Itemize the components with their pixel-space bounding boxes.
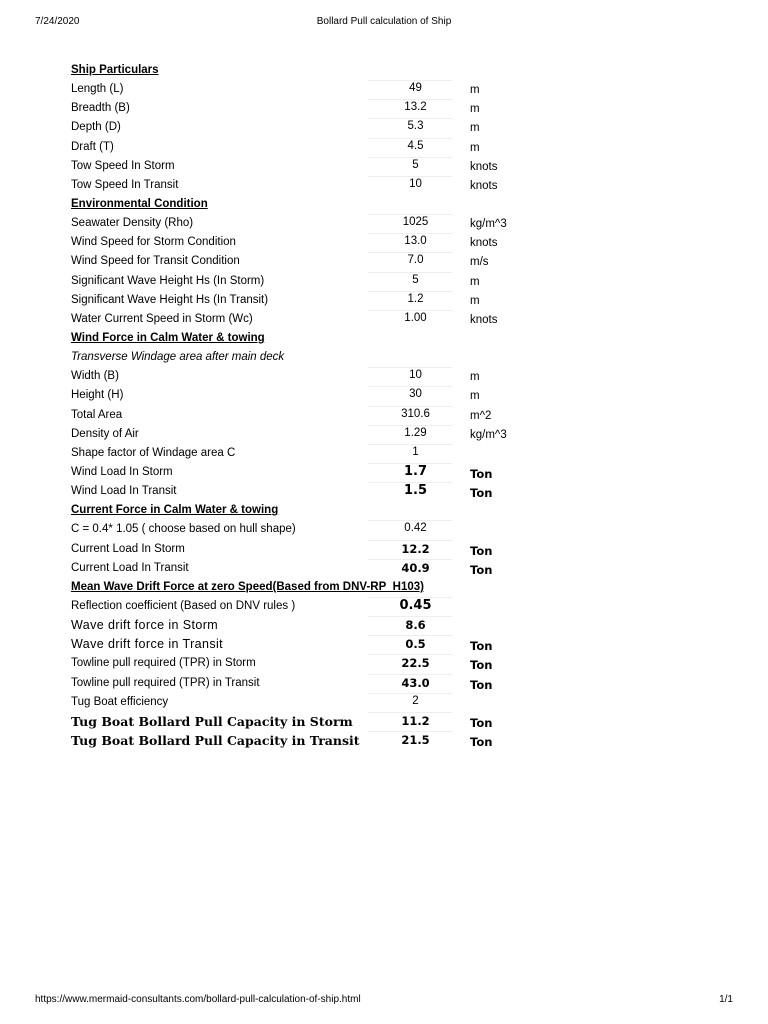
row-unit: knots: [470, 237, 498, 250]
row-label: Wind Speed for Storm Condition: [71, 236, 236, 249]
row-value: 13.2: [404, 101, 427, 114]
row-value: 13.0: [404, 235, 427, 248]
row-unit: m: [470, 371, 480, 384]
row-label: Tug Boat Bollard Pull Capacity in Transit: [71, 732, 360, 748]
table-row: [0, 406, 768, 425]
row-label: C = 0.4* 1.05 ( choose based on hull shape): [71, 523, 296, 536]
section-heading: [0, 61, 768, 80]
row-label: Tow Speed In Storm: [71, 159, 175, 172]
table-row: [0, 233, 768, 252]
row-value: 21.5: [401, 732, 430, 747]
row-unit: m: [470, 122, 480, 135]
row-value: 1025: [402, 216, 429, 229]
row-value: 49: [409, 82, 422, 95]
row-unit: m: [470, 275, 480, 288]
table-row: [0, 118, 768, 137]
row-value: 0.45: [399, 597, 432, 613]
row-unit: Ton: [470, 562, 493, 577]
table-row: [0, 252, 768, 271]
section-heading: [0, 329, 768, 348]
row-value: 40.9: [401, 560, 430, 575]
section-heading: [0, 578, 768, 597]
row-unit: Ton: [470, 639, 493, 654]
row-unit: Ton: [470, 543, 493, 558]
row-unit: knots: [470, 313, 498, 326]
row-value: 7.0: [407, 254, 424, 267]
table-row: [0, 482, 768, 501]
table-row: [0, 693, 768, 712]
print-title: Bollard Pull calculation of Ship: [316, 16, 452, 27]
row-unit: m: [470, 84, 480, 97]
row-value: 12.2: [401, 541, 430, 556]
row-unit: Ton: [470, 486, 493, 501]
row-unit: kg/m^3: [470, 218, 507, 231]
row-value: 0.42: [404, 522, 427, 535]
row-value: 22.5: [401, 656, 430, 671]
row-value: 1.7: [403, 463, 428, 479]
row-label: Shape factor of Windage area C: [71, 446, 236, 459]
row-unit: Ton: [470, 677, 493, 692]
table-row: [0, 654, 768, 673]
table-row: [0, 540, 768, 559]
calculation-sheet: [0, 61, 768, 750]
table-row: [0, 367, 768, 386]
table-row: [0, 176, 768, 195]
row-unit: m/s: [470, 256, 489, 269]
table-row: [0, 291, 768, 310]
row-label: Tug Boat Bollard Pull Capacity in Storm: [71, 713, 353, 729]
row-label: Reflection coefficient (Based on DNV rules ): [71, 599, 296, 612]
table-row: [0, 138, 768, 157]
row-label: Length (L): [71, 83, 124, 96]
row-label: Wind Load In Transit: [71, 485, 177, 498]
print-footer: [35, 994, 733, 1008]
row-label: Water Current Speed in Storm (Wc): [71, 312, 253, 325]
row-unit: kg/m^3: [470, 428, 507, 441]
row-value: 2: [412, 694, 419, 707]
row-value: 5: [412, 273, 419, 286]
row-label: Total Area: [71, 408, 123, 421]
row-unit: m^2: [470, 409, 492, 422]
row-label: Wind Force in Calm Water & towing: [71, 331, 265, 344]
row-label: Environmental Condition: [71, 197, 208, 210]
row-value: 5.3: [407, 120, 424, 133]
row-label: Current Force in Calm Water & towing: [71, 504, 279, 517]
table-row: [0, 386, 768, 405]
row-label: Current Load In Transit: [71, 561, 189, 574]
row-unit: Ton: [470, 734, 493, 749]
row-label: Ship Particulars: [71, 64, 159, 76]
page-url: https://www.mermaid-consultants.com/bollard-pull-calculation-of-ship.html: [35, 994, 361, 1005]
row-value: 1: [412, 445, 419, 458]
row-label: Wind Speed for Transit Condition: [71, 255, 240, 268]
table-row: [0, 597, 768, 616]
row-value: 1.2: [407, 292, 424, 305]
row-label: Wind Load In Storm: [71, 465, 173, 478]
row-label: Tow Speed In Transit: [71, 178, 179, 191]
row-unit: m: [470, 141, 480, 154]
row-label: Seawater Density (Rho): [71, 217, 194, 230]
row-unit: m: [470, 390, 480, 403]
row-label: Depth (D): [71, 121, 121, 134]
row-unit: knots: [470, 179, 498, 192]
row-label: Current Load In Storm: [71, 542, 185, 555]
row-value: 30: [409, 388, 422, 401]
table-row: [0, 80, 768, 99]
table-row: [0, 310, 768, 329]
row-label: Wave drift force in Transit: [71, 637, 224, 652]
page-number: 1/1: [719, 994, 733, 1005]
row-unit: Ton: [470, 715, 493, 730]
row-label: Towline pull required (TPR) in Storm: [71, 657, 256, 670]
table-row: [0, 731, 768, 750]
row-label: Significant Wave Height Hs (In Storm): [71, 274, 265, 287]
row-value: 1.29: [404, 426, 427, 439]
row-value: 310.6: [401, 407, 430, 420]
row-label: Tug Boat efficiency: [71, 695, 169, 708]
table-row: [0, 616, 768, 635]
table-row: [0, 635, 768, 654]
row-label: Height (H): [71, 389, 124, 402]
print-header: [35, 16, 733, 30]
section-heading: [0, 195, 768, 214]
row-value: 5: [412, 158, 419, 171]
row-value: 4.5: [407, 139, 424, 152]
table-row: [0, 559, 768, 578]
row-label: Density of Air: [71, 427, 139, 440]
table-row: [0, 157, 768, 176]
table-row: [0, 99, 768, 118]
table-row: [0, 214, 768, 233]
table-row: [0, 425, 768, 444]
table-row: [0, 444, 768, 463]
table-row: [0, 348, 768, 367]
table-row: [0, 674, 768, 693]
row-label: Breadth (B): [71, 102, 130, 115]
section-heading: [0, 501, 768, 520]
row-unit: m: [470, 103, 480, 116]
table-row: [0, 463, 768, 482]
row-unit: Ton: [470, 658, 493, 673]
row-label: Transverse Windage area after main deck: [71, 351, 285, 364]
row-value: 43.0: [401, 675, 430, 690]
row-unit: knots: [470, 160, 498, 173]
row-value: 10: [409, 177, 422, 190]
row-label: Width (B): [71, 370, 119, 383]
table-row: [0, 272, 768, 291]
row-label: Mean Wave Drift Force at zero Speed(Based from DNV-RP_H103): [71, 580, 424, 593]
row-value: 11.2: [401, 713, 430, 728]
row-label: Significant Wave Height Hs (In Transit): [71, 293, 269, 306]
row-unit: m: [470, 294, 480, 307]
row-value: 1.00: [404, 311, 427, 324]
row-value: 1.5: [403, 483, 428, 499]
row-value: 10: [409, 369, 422, 382]
row-unit: Ton: [470, 466, 493, 481]
print-date: 7/24/2020: [35, 16, 80, 27]
table-row: [0, 712, 768, 731]
row-label: Towline pull required (TPR) in Transit: [71, 676, 260, 689]
table-row: [0, 520, 768, 539]
row-label: Wave drift force in Storm: [71, 618, 219, 633]
row-label: Draft (T): [71, 140, 114, 153]
row-value: 0.5: [405, 637, 426, 652]
row-value: 8.6: [405, 618, 426, 633]
